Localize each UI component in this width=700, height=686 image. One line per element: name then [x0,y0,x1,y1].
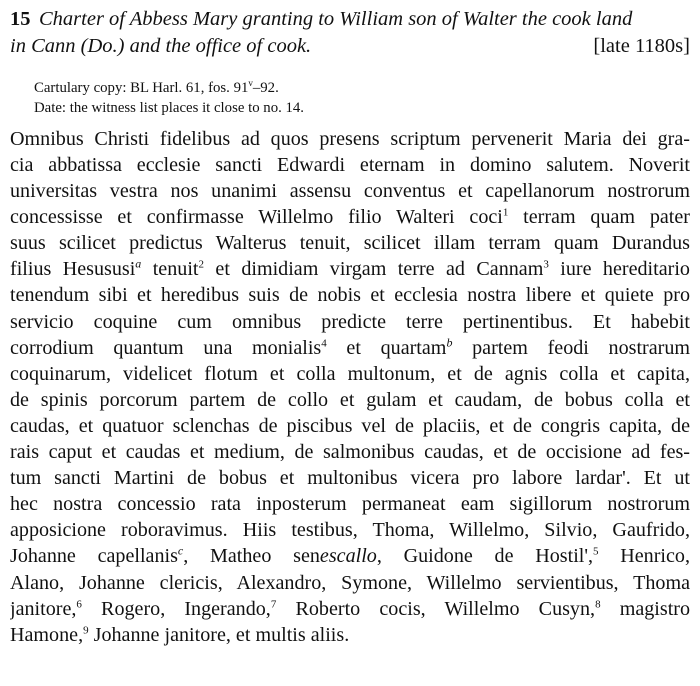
date-note: Date: the witness list places it close to no. 14. [34,99,304,116]
footnote-marker: 8 [595,597,601,610]
text-line: suus scilicet predictus Walterus tenuit, scilicet illam terram quam Durandus [10,232,690,255]
text-line: Alano, Johanne clericis, Alexandro, Symone, Willelmo servientibus, Thoma [10,571,690,594]
charter-text [10,126,690,648]
footnote-marker: 4 [321,336,327,349]
text-line: corrodium quantum una monialis$^4$ et quartam$^b$ partem feodi nostrarum [10,334,690,359]
footnote-marker: 3 [543,258,549,271]
text-line: hec nostra concessio rata inposterum permaneat eam sigillorum nostrorum [10,493,690,516]
charter-title-line1: Charter of Abbess Mary granting to William son of Walter the cook land [39,8,633,30]
text-line: Omnibus Christi fidelibus ad quos presens scriptum pervenerit Maria dei gra- [10,127,690,150]
footnote-marker: 2 [198,258,204,271]
text-line: filius Hesususi$^a$ tenuit$^2$ et dimidiam virgam terre ad Cannam$^3$ iure hereditario [10,256,690,281]
text-line: cia abbatissa ecclesie sancti Edwardi eternam in domino salutem. Noverit [10,154,690,177]
charter-title-line2: in Cann (Do.) and the office of cook. [10,35,312,57]
charter-number: 15 [10,8,31,30]
textual-note-marker: a [135,256,142,271]
text-line: universitas vestra nos unanimi assensu conventus et capellanorum nostrorum [10,180,690,203]
text-line: apposicione roboravimus. Hiis testibus, Thoma, Willelmo, Silvio, Gaufrido, [10,519,690,542]
text-line: coquinarum, videlicet flotum et colla multonum, et de agnis colla et capita, [10,362,690,385]
cartulary-note: Cartulary copy: BL Harl. 61, fos. 91$^v$–92. [34,78,279,96]
footnote-marker: 1 [502,206,509,219]
text-line: caudas, et quatuor sclenchas de piscibus vel de placiis, et de congris capita, de [10,414,690,437]
text-line: tum sancti Martini de bobus et multonibus vicera pro labore lardar'. Et ut [10,467,690,490]
footnote-marker: 7 [270,597,277,610]
text-line: Johanne capellanis$^c$, Matheo senescallo, Guidone de Hostil',$^5$ Henrico, [10,543,690,568]
charter-heading-line2 [10,33,690,59]
text-line: janitore,$^6$ Rogero, Ingerando,$^7$ Roberto cocis, Willelmo Cusyn,$^8$ magistro [10,597,690,620]
textual-note-marker: b [446,334,453,349]
textual-note-marker: c [177,543,184,558]
text-line: concessisse et confirmasse Willelmo filio Walteri coci$^1$ terram quam pater [10,206,690,229]
source-notes [34,73,690,118]
footnote-marker: 6 [76,597,82,610]
footnote-marker: 5 [593,545,599,558]
footnote-marker: 9 [83,624,89,637]
charter-date: [late 1180s] [593,35,690,57]
text-line: servicio coquine cum omnibus predicte terre pertinentibus. Et habebit [10,310,690,333]
text-line: tenendum sibi et heredibus suis de nobis et ecclesia nostra libere et quiete pro [10,284,690,307]
text-line: Hamone,$^9$ Johanne janitore, et multis aliis. [10,623,350,646]
text-line: rais caput et caudas et medium, de salmonibus caudas, et de occisione ad fes- [10,441,690,464]
charter-heading-line1 [10,6,690,33]
text-line: de spinis porcorum partem de collo et gulam et caudam, de bobus colla et [10,388,690,411]
